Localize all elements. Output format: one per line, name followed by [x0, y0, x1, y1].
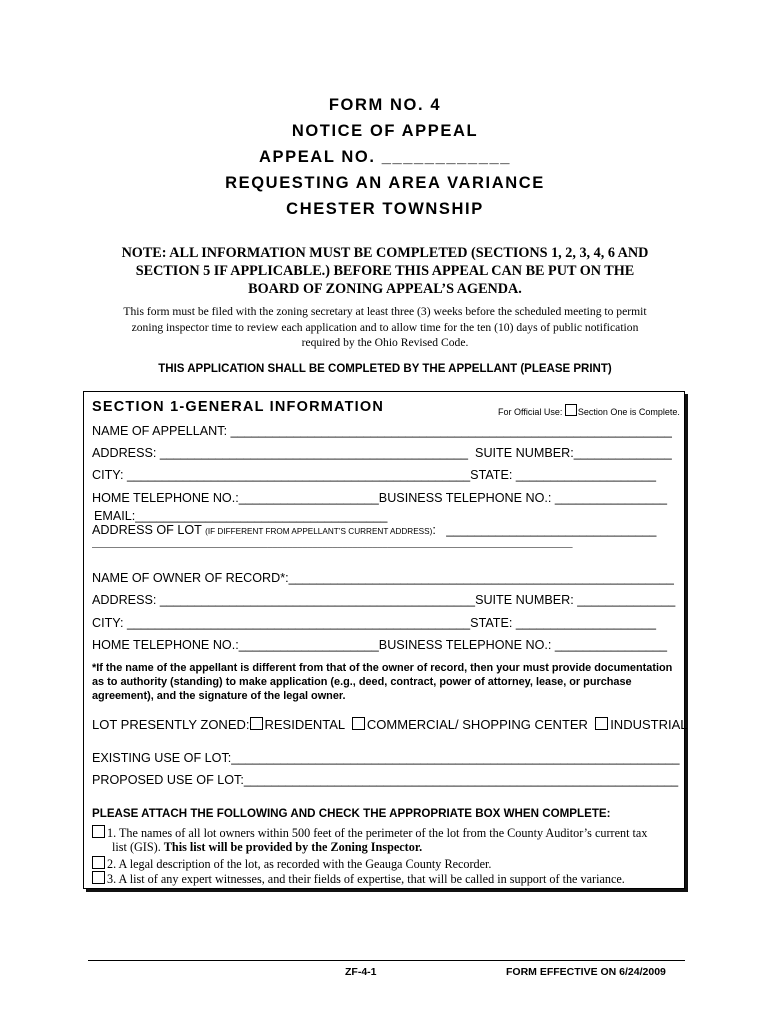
- appellant-address-field[interactable]: ADDRESS: ____________________________________________ SUITE NUMBER:______________: [92, 446, 672, 460]
- owner-note: *If the name of the appellant is different from that of the owner of record, then your must provide documentation as to authority (standing) to make application (e.g., deed, contract, power of attorney, lease, or purchase agreement), and the signature of the legal owner.: [92, 662, 673, 702]
- proposed-use-field[interactable]: PROPOSED USE OF LOT:______________________________________________________________: [92, 773, 679, 787]
- attach-item-3-checkbox[interactable]: [92, 871, 105, 884]
- attach-item-2-checkbox[interactable]: [92, 856, 105, 869]
- zoned-label: LOT PRESENTLY ZONED:: [92, 717, 250, 732]
- township-name: CHESTER TOWNSHIP: [286, 200, 484, 218]
- appellant-name-field[interactable]: NAME OF APPELLANT: _______________________________________________________________: [92, 424, 672, 438]
- form-number: FORM NO. 4: [328, 96, 442, 114]
- commercial-checkbox[interactable]: [352, 717, 365, 730]
- attach-item-2-text: 2. A legal description of the lot, as recorded with the Geauga County Recorder.: [107, 857, 492, 871]
- footer-rule: [88, 960, 685, 961]
- form-title: NOTICE OF APPEAL: [291, 122, 479, 140]
- lot-address-line: : ______________________________: [432, 523, 657, 537]
- attach-item-1-text: 1. The names of all lot owners within 500 feet of the perimeter of the lot from the County Auditor’s current tax: [107, 826, 648, 840]
- owner-telephone-field[interactable]: HOME TELEPHONE NO.:____________________BUSINESS TELEPHONE NO.: ________________: [92, 638, 667, 652]
- section-1-title: SECTION 1-GENERAL INFORMATION: [92, 399, 385, 415]
- instructions-line-2: zoning inspector time to review each application and to allow time for the ten (10) days of public notification: [131, 321, 639, 334]
- official-use-checkbox[interactable]: [565, 404, 577, 416]
- section-1-box: [83, 391, 688, 889]
- attach-item-1-list: list (GIS).: [112, 840, 164, 854]
- zoning-row: [92, 717, 687, 732]
- industrial-label: INDUSTRIAL: [610, 717, 688, 732]
- form-code: ZF-4-1: [345, 966, 377, 978]
- residential-checkbox[interactable]: [250, 717, 263, 730]
- form-effective-date: FORM EFFECTIVE ON 6/24/2009: [506, 966, 666, 978]
- attach-item-1-provided: This list will be provided by the Zoning Inspector.: [163, 840, 423, 854]
- instructions-line-3: required by the Ohio Revised Code.: [301, 336, 469, 349]
- attach-item-1-checkbox[interactable]: [92, 825, 105, 838]
- residential-label: RESIDENTAL: [264, 717, 345, 732]
- note-line-3: BOARD OF ZONING APPEAL’S AGENDA.: [248, 281, 522, 297]
- lot-address-label: ADDRESS OF LOT: [92, 523, 202, 537]
- appellant-telephone-field[interactable]: HOME TELEPHONE NO.:____________________BUSINESS TELEPHONE NO.: ________________: [92, 491, 667, 505]
- attach-item-1-cont: [112, 840, 422, 855]
- owner-name-field[interactable]: NAME OF OWNER OF RECORD*:_______________________________________________________: [92, 571, 674, 585]
- industrial-checkbox[interactable]: [595, 717, 608, 730]
- commercial-label: COMMERCIAL/ SHOPPING CENTER: [366, 717, 588, 732]
- note-line-2: SECTION 5 IF APPLICABLE.) BEFORE THIS APPEAL CAN BE PUT ON THE: [135, 263, 635, 279]
- note-line-1: NOTE: ALL INFORMATION MUST BE COMPLETED (SECTIONS 1, 2, 3, 4, 6 AND: [121, 245, 649, 261]
- owner-address-field[interactable]: ADDRESS: _____________________________________________SUITE NUMBER: ______________: [92, 593, 676, 607]
- owner-city-field[interactable]: CITY: _________________________________________________STATE: ____________________: [92, 616, 656, 630]
- appellant-city-field[interactable]: CITY: _________________________________________________STATE: ____________________: [92, 468, 656, 482]
- lot-address-line-2[interactable]: ________________________________________________________________________________________________: [92, 538, 573, 548]
- attach-item-2: [92, 856, 491, 872]
- attach-item-3: [92, 871, 625, 887]
- appellant-notice: THIS APPLICATION SHALL BE COMPLETED BY THE APPELLANT (PLEASE PRINT): [158, 363, 612, 375]
- attach-item-3-text: 3. A list of any expert witnesses, and their fields of expertise, that will be called in support of the variance.: [107, 872, 625, 886]
- instructions-line-1: This form must be filed with the zoning secretary at least three (3) weeks before the scheduled meeting to permit: [123, 305, 647, 318]
- lot-address-note: (IF DIFFERENT FROM APPELLANT’S CURRENT ADDRESS): [205, 527, 433, 536]
- existing-use-field[interactable]: EXISTING USE OF LOT:________________________________________________________________: [92, 751, 680, 765]
- official-use-label: For Official Use:: [498, 407, 563, 417]
- lot-address-field[interactable]: [92, 523, 656, 537]
- official-use: [498, 404, 680, 417]
- attach-item-1: [92, 825, 647, 841]
- appeal-number: APPEAL NO. ____________: [258, 148, 512, 166]
- form-subtitle: REQUESTING AN AREA VARIANCE: [225, 174, 545, 192]
- appellant-email-field[interactable]: EMAIL:____________________________________: [94, 509, 388, 523]
- attach-heading: PLEASE ATTACH THE FOLLOWING AND CHECK THE APPROPRIATE BOX WHEN COMPLETE:: [92, 807, 611, 820]
- official-use-check-label: Section One is Complete.: [577, 407, 680, 417]
